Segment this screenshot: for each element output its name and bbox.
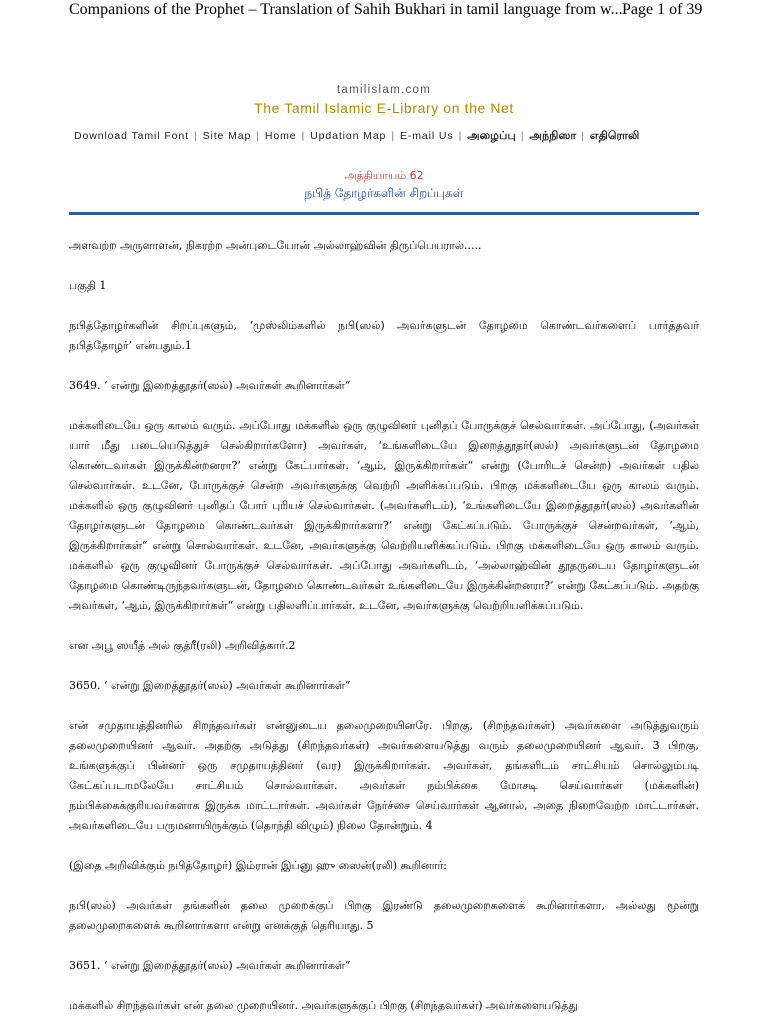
- nav-separator: |: [458, 130, 463, 142]
- print-header: [0, 0, 768, 22]
- nav-link-an-nisa[interactable]: அந்நிஸா: [529, 130, 577, 142]
- nav-link-echo[interactable]: எதிரொலி: [589, 130, 640, 142]
- nav-link-updation-map[interactable]: Updation Map: [310, 130, 387, 142]
- nav-separator: |: [193, 130, 198, 142]
- hadith-text-3650: என் சமுதாயத்தினரில் சிறந்தவர்கள் என்னுடைய தலைமுறையினரே. பிறகு, (சிறந்தவர்கள்) அவர்களை அடுத்துவரும் தலைமுறையினர் ஆவர். அதற்கு அடுத்து (சிறந்தவர்கள்) அவர்களையடுத்து வரும் தலைமுறையினர் ஆவர். 3 பிறகு, உங்களுக்குப் பின்னர் ஒரு சமுதாயத்தினர் (வர) இருக்கிறார்கள். அவர்கள், தங்களிடம் சாட்சியம் சொல்லும்படி கேட்கப்படாமலேயே சாட்சியம் சொல்வார்கள். அவர்கள் நம்பிக்கை மோசடி செய்வார்கள் (மக்களின்) நம்பிக்கைக்குரியவர்களாக இருக்க மாட்டார்கள். அவர்கள் நேர்ச்சை செய்வார்கள் ஆனால், அதை நிறைவேற்ற மாட்டார்கள். அவர்களிடையே பருமனாயிருக்கும் (தொந்தி விழும்) நிலை தோன்றும். 4: [69, 719, 699, 832]
- nav-link-download-font[interactable]: Download Tamil Font: [74, 130, 189, 142]
- divider: [69, 212, 699, 215]
- nav-link-invitation[interactable]: அழைப்பு: [467, 130, 516, 142]
- hadith-number-3649: 3649. ‘ என்று இறைத்தூதர்(ஸல்) அவர்கள் கூறினார்கள்“: [69, 379, 351, 392]
- chapter-number: அத்தியாயம் 62: [344, 169, 424, 182]
- content-body: [69, 236, 699, 1036]
- hadith-text-3649: மக்களிடையே ஒரு காலம் வரும். அப்போது மக்களில் ஒரு குழுவினர் புனிதப் போருக்குச் செல்வார்கள். அப்போது, (அவர்கள் யார் மீது படையெடுத்துச் செல்கிறார்களோ) அவர்கள், ‘உங்களிடையே இறைத்தூதர்(ஸல்) அவர்களுடன் தோழமை கொண்டவர்கள் இருக்கின்றனரா?’ என்று கேட்பார்கள். ‘ஆம், இருக்கிறார்கள்“ என்று (போரிடச் சென்ற) அவர்கள் பதில் செல்வார்கள். உடனே, போருக்குச் சென்ற அவர்களுக்கு வெற்றி அளிக்கப்படும். பிறகு மக்களிடையே ஒரு காலம் வரும். மக்களில் ஒரு குழுவினர் புனிதப் போர் புரியச் செல்வார்கள். (அவர்களிடம்), ‘உங்களிடையே இறைத்தூதர்(ஸல்) அவர்களின் தோழர்களுடன் தோழமை கொண்டவர்கள் இருக்கிறார்களா?’ என்று கேட்கப்படும். போருக்குச் சென்றவர்கள், ‘ஆம், இருக்கிறார்கள்“ என்று சொல்வார்கள். உடனே, அவர்களுக்கு வெற்றியளிக்கப்படும். பிறகு மக்களிடையே ஒரு காலம் வரும். மக்களில் ஒரு குழுவினர் போருக்குச் செல்வார்கள். அப்போது அவர்களிடம், ‘அல்லாஹ்வின் தூதருடைய தோழர்களுடன் தோழமை கொண்டிருந்தவர்களுடன், தோழமை கொண்டவர்கள் உங்களிடையே இருக்கின்றனரா?’ என்று கேட்கப்படும். அதற்கு அவர்கள், ‘ஆம், இருக்கிறார்கள்“ என்று பதிலளிப்பார்கள். உடனே, அவர்களுக்கு வெற்றியளிக்கப்படும்.: [69, 419, 700, 612]
- section-heading: பகுதி 1: [69, 279, 107, 292]
- hadith-text-3651: மக்களில் சிறந்தவர்கள் என் தலை முறையினர். அவர்களுக்குப் பிறகு (சிறந்தவர்கள்) அவர்களையடுத்து: [69, 999, 578, 1012]
- page-number: Page 1 of 39: [622, 1, 703, 18]
- nav-separator: |: [520, 130, 525, 142]
- nav-separator: |: [391, 130, 395, 142]
- hadith-narrator-3649: என அபூ ஸயீத் அல் குத்ரீ(ரலி) அறிவித்கார்.2: [69, 639, 296, 652]
- nav-link-home[interactable]: Home: [264, 130, 297, 142]
- nav-link-site-map[interactable]: Site Map: [202, 130, 252, 142]
- hadith-number-3651: 3651. ‘ என்று இறைத்தூதர்(ஸல்) அவர்கள் கூறினார்கள்“: [69, 959, 351, 972]
- chapter-title: நபித் தோழர்களின் சிறப்புகள்: [304, 186, 464, 200]
- narrator-note: (இதை அறிவிக்கும் நபித்தோழர்) இம்ரான் இப்னு ஹு ஸைன்(ரலி) கூறினார்:: [69, 859, 447, 872]
- bismillah-line: அளவற்ற அருளாளன், நிகரற்ற அன்புடையோன் அல்லாஹ்வின் திருப்பெயரால்.....: [69, 239, 482, 252]
- top-nav: [74, 130, 640, 144]
- section-intro: நபித்தோழர்களின் சிறப்புகளும், ‘முஸ்லிம்களில் நபி(ஸல்) அவர்களுடன் தோழமை கொண்டவர்களைப் பார்த்தவர் நபித்தோழர்’ என்பதும்.1: [69, 319, 699, 352]
- site-domain: tamilislam.com: [336, 84, 432, 96]
- site-tagline: The Tamil Islamic E-Library on the Net: [254, 100, 514, 116]
- nav-separator: |: [301, 130, 306, 142]
- nav-separator: |: [581, 130, 585, 142]
- hadith-number-3650: 3650. ‘ என்று இறைத்தூதர்(ஸல்) அவர்கள் கூறினார்கள்“: [69, 679, 351, 692]
- print-header-title: Companions of the Prophet – Translation of Sahih Bukhari in tamil language from w...: [69, 1, 623, 18]
- nav-link-email[interactable]: E-mail Us: [399, 130, 454, 142]
- nav-separator: |: [256, 130, 260, 142]
- narrator-comment: நபி(ஸல்) அவர்கள் தங்களின் தலை முறைக்குப் பிறகு இரண்டு தலைமுறைகளைக் கூறினார்களா, அல்லது மூன்று தலைமுறைகளைக் கூறினார்களா என்று எனக்குத் தெரியாது. 5: [69, 899, 699, 932]
